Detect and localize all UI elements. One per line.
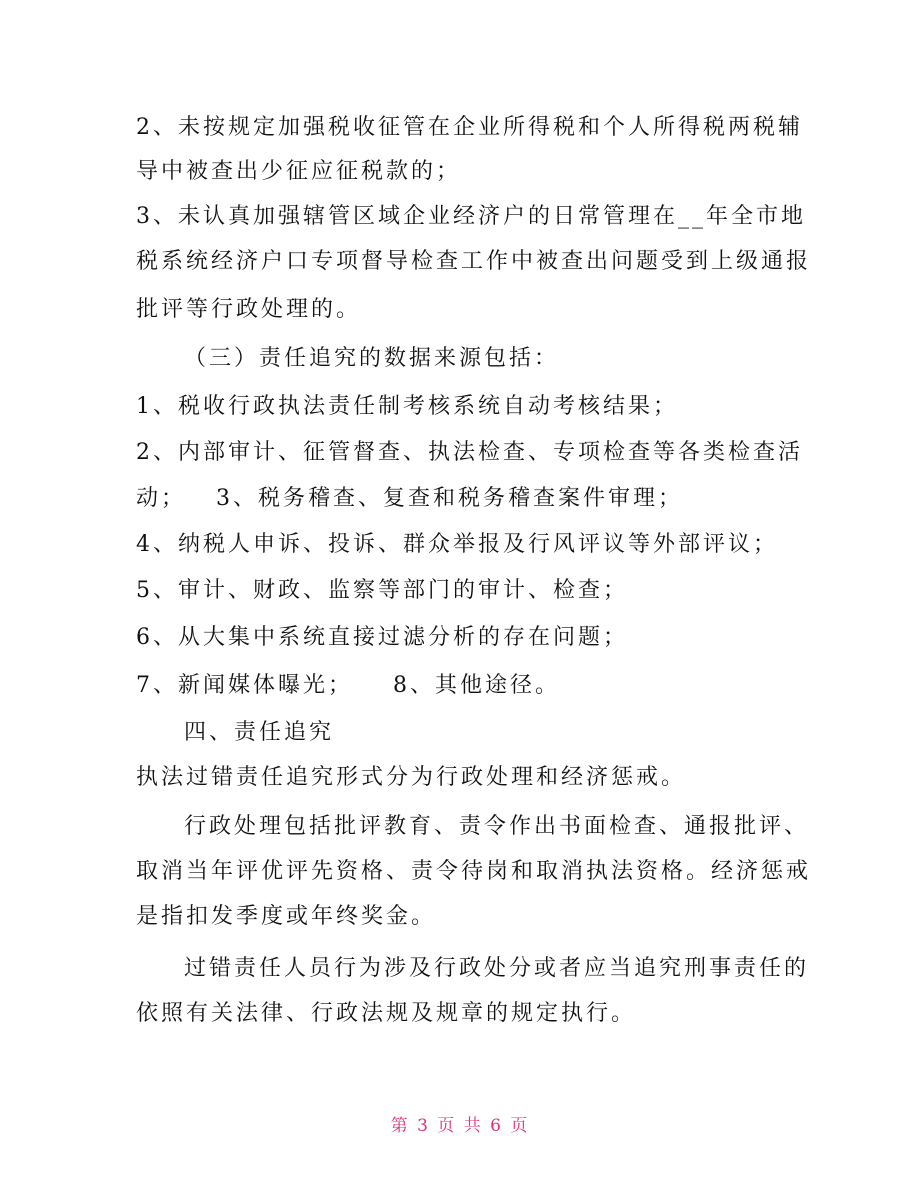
- text-line: 6、从大集中系统直接过滤分析的存在问题；: [136, 625, 628, 650]
- text-line: 动； 3、税务稽查、复查和税务稽查案件审理；: [136, 486, 683, 511]
- text-line: 4、纳税人申诉、投诉、群众举报及行风评议等外部评议；: [136, 532, 778, 557]
- section-heading: （三）责任追究的数据来源包括：: [184, 346, 560, 371]
- text-line: 是指扣发季度或年终奖金。: [136, 904, 437, 929]
- paragraph-first-line: 行政处理包括批评教育、责令作出书面检查、通报批评、: [184, 814, 810, 839]
- text-line: 执法过错责任追究形式分为行政处理和经济惩戒。: [136, 765, 687, 790]
- paragraph-first-line: 过错责任人员行为涉及行政处分或者应当追究刑事责任的: [184, 956, 810, 981]
- section-heading: 四、责任追究: [184, 720, 335, 745]
- text-line: 批评等行政处理的。: [136, 297, 362, 322]
- text-line: 1、税收行政执法责任制考核系统自动考核结果；: [136, 394, 678, 419]
- text-line: 税系统经济户口专项督导检查工作中被查出问题受到上级通报: [136, 249, 812, 274]
- text-line: 2、未按规定加强税收征管在企业所得税和个人所得税两税辅: [136, 115, 803, 140]
- page-number: 第 3 页 共 6 页: [390, 1116, 530, 1136]
- text-line: 3、未认真加强辖管区域企业经济户的日常管理在__年全市地: [136, 204, 806, 229]
- text-line: 7、新闻媒体曝光； 8、其他途径。: [136, 673, 560, 698]
- text-line: 2、内部审计、征管督查、执法检查、专项检查等各类检查活: [136, 440, 803, 465]
- text-line: 5、审计、财政、监察等部门的审计、检查；: [136, 578, 628, 603]
- text-line: 导中被查出少征应征税款的；: [136, 159, 462, 184]
- text-line: 依照有关法律、行政法规及规章的规定执行。: [136, 1001, 637, 1026]
- text-line: 取消当年评优评先资格、责令待岗和取消执法资格。经济惩戒: [136, 859, 812, 884]
